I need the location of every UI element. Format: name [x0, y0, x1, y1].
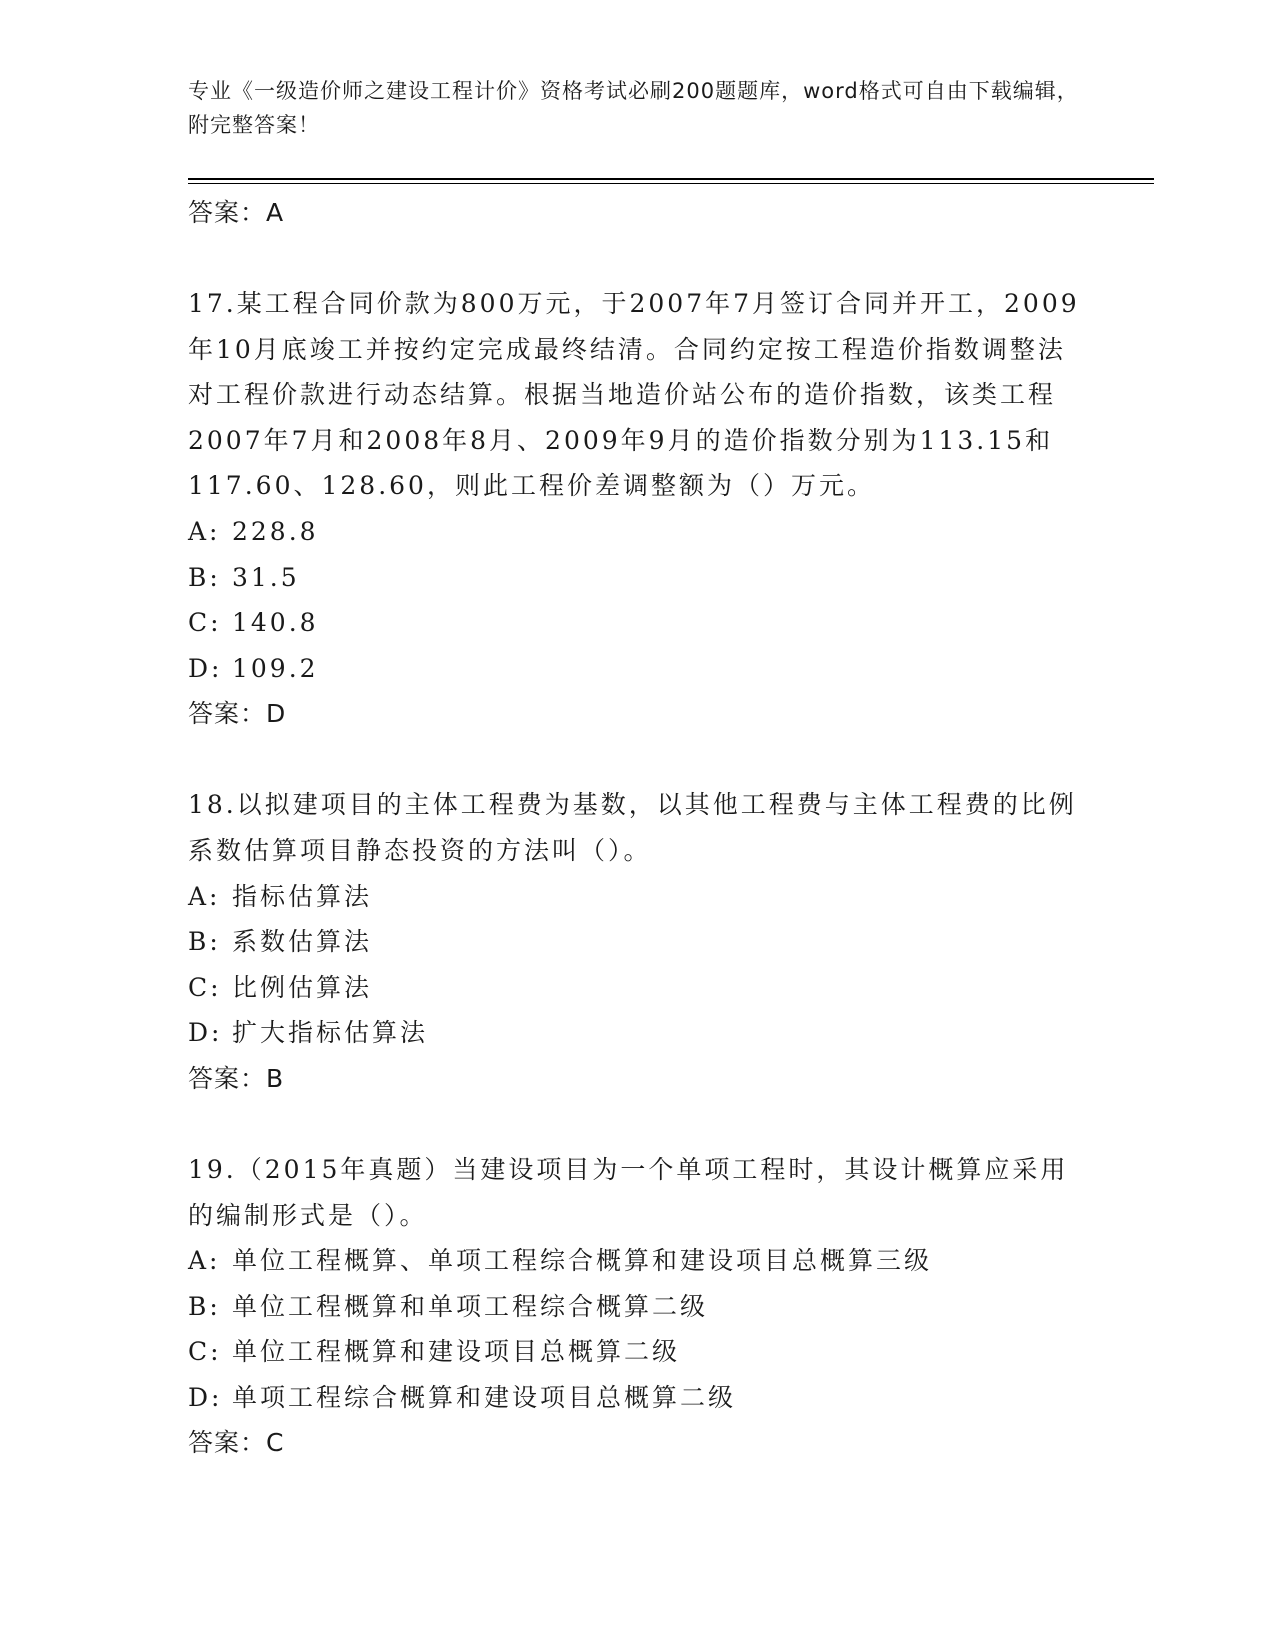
question-17	[188, 281, 1088, 737]
option-text: 指标估算法	[232, 881, 373, 911]
option-letter: A:	[188, 881, 221, 911]
option-letter: B:	[188, 927, 221, 957]
previous-answer: 答案：A	[188, 198, 285, 227]
option-text: 109.2	[232, 653, 319, 683]
option-letter: B:	[188, 1291, 221, 1321]
option-letter: D:	[188, 1018, 223, 1048]
option-a	[188, 509, 1088, 555]
option-c	[188, 1329, 1088, 1375]
question-stem: 19.（2015年真题）当建设项目为一个单项工程时，其设计概算应采用的编制形式是（）。	[188, 1154, 1069, 1230]
option-a	[188, 1238, 1088, 1284]
option-letter: D:	[188, 1382, 223, 1412]
option-text: 比例估算法	[232, 972, 373, 1002]
answer-line: 答案：D	[188, 699, 287, 729]
option-text: 单项工程综合概算和建设项目总概算二级	[232, 1382, 737, 1412]
question-19	[188, 1147, 1088, 1467]
option-text: 228.8	[232, 516, 319, 546]
option-letter: A:	[188, 1246, 221, 1276]
option-a	[188, 874, 1088, 920]
option-b	[188, 1284, 1088, 1330]
option-letter: C:	[188, 608, 222, 638]
header-rule-thin	[188, 183, 1154, 184]
option-c	[188, 965, 1088, 1011]
option-text: 单位工程概算、单项工程综合概算和建设项目总概算三级	[232, 1246, 933, 1276]
option-letter: D:	[188, 653, 223, 683]
option-text: 31.5	[232, 562, 300, 592]
option-text: 140.8	[232, 608, 319, 638]
question-list	[188, 190, 1088, 1466]
question-stem: 17.某工程合同价款为800万元，于2007年7月签订合同并开工，2009年10月底竣工并按约定完成最终结清。合同约定按工程造价指数调整法对工程价款进行动态结算。根据当地造价站公布的造价指数，该类工程2007年7月和2008年8月、2009年9月的造价指数分别为113.15和117.60、128.60，则此工程价差调整额为（）万元。	[188, 289, 1080, 501]
option-b	[188, 555, 1088, 601]
option-text: 扩大指标估算法	[232, 1018, 429, 1048]
option-d	[188, 1010, 1088, 1056]
question-18	[188, 782, 1088, 1102]
option-text: 系数估算法	[232, 927, 373, 957]
answer-line: 答案：C	[188, 1428, 285, 1458]
option-letter: B:	[188, 562, 221, 592]
option-text: 单位工程概算和建设项目总概算二级	[232, 1337, 681, 1367]
page-header: 专业《一级造价师之建设工程计价》资格考试必刷200题题库，word格式可自由下载编辑，附完整答案！	[188, 79, 1079, 137]
option-letter: C:	[188, 972, 222, 1002]
option-letter: C:	[188, 1337, 222, 1367]
answer-line: 答案：B	[188, 1063, 285, 1093]
option-d	[188, 1375, 1088, 1421]
question-stem: 18.以拟建项目的主体工程费为基数，以其他工程费与主体工程费的比例系数估算项目静态投资的方法叫（）。	[188, 790, 1077, 865]
header-rule-thick	[188, 178, 1154, 180]
option-letter: A:	[188, 516, 221, 546]
option-d	[188, 646, 1088, 692]
option-text: 单位工程概算和单项工程综合概算二级	[232, 1291, 709, 1321]
option-b	[188, 919, 1088, 965]
option-c	[188, 600, 1088, 646]
